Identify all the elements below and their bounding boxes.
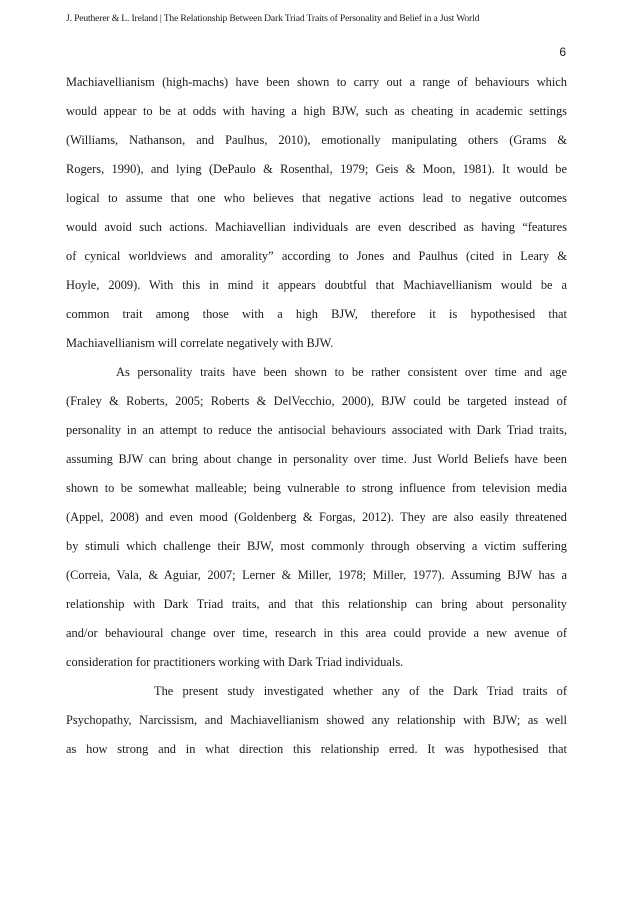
text-line: personality in an attempt to reduce the antisocial behaviours associated with Dark Triad traits, — [66, 423, 567, 437]
text-line: Rogers, 1990), and lying (DePaulo & Rosenthal, 1979; Geis & Moon, 1981). It would be — [66, 162, 567, 176]
text-line: (Williams, Nathanson, and Paulhus, 2010), emotionally manipulating others (Grams & — [66, 133, 567, 147]
text-line: by stimuli which challenge their BJW, most commonly through observing a victim suffering — [66, 539, 567, 553]
text-line: relationship with Dark Triad traits, and that this relationship can bring about personality — [66, 597, 567, 611]
text-line: Hoyle, 2009). With this in mind it appears doubtful that Machiavellianism would be a — [66, 278, 567, 292]
page-number: 6 — [559, 45, 566, 59]
text-line: shown to be somewhat malleable; being vulnerable to strong influence from television media — [66, 481, 567, 495]
body-text — [66, 74, 567, 770]
text-line: would avoid such actions. Machiavellian individuals are even described as having “features — [66, 220, 567, 234]
text-line: (Fraley & Roberts, 2005; Roberts & DelVecchio, 2000), BJW could be targeted instead of — [66, 394, 567, 408]
paragraph-2 — [66, 364, 567, 683]
text-line: Machiavellianism (high-machs) have been shown to carry out a range of behaviours which — [66, 75, 567, 89]
text-line: as how strong and in what direction this relationship erred. It was hypothesised that — [66, 742, 567, 756]
text-line: of cynical worldviews and amorality” according to Jones and Paulhus (cited in Leary & — [66, 249, 567, 263]
text-line: and/or behavioural change over time, research in this area could provide a new avenue of — [66, 626, 567, 640]
text-line: Machiavellianism will correlate negatively with BJW. — [66, 336, 334, 350]
text-line: (Appel, 2008) and even mood (Goldenberg & Forgas, 2012). They are also easily threatened — [66, 510, 567, 524]
text-line: assuming BJW can bring about change in personality over time. Just World Beliefs have been — [66, 452, 567, 466]
text-line: Psychopathy, Narcissism, and Machiavellianism showed any relationship with BJW; as well — [66, 713, 567, 727]
text-line: The present study investigated whether any of the Dark Triad traits of — [154, 684, 567, 698]
paragraph-3 — [66, 683, 567, 770]
text-line: common trait among those with a high BJW, therefore it is hypothesised that — [66, 307, 567, 321]
text-line: logical to assume that one who believes that negative actions lead to negative outcomes — [66, 191, 567, 205]
text-line: would appear to be at odds with having a high BJW, such as cheating in academic settings — [66, 104, 567, 118]
text-line: As personality traits have been shown to be rather consistent over time and age — [116, 365, 567, 379]
text-line: consideration for practitioners working with Dark Triad individuals. — [66, 655, 404, 669]
text-line: (Correia, Vala, & Aguiar, 2007; Lerner & Miller, 1978; Miller, 1977). Assuming BJW has a — [66, 568, 567, 582]
paragraph-1 — [66, 74, 567, 364]
running-header: J. Peutherer & L. Ireland | The Relationship Between Dark Triad Traits of Personality and Belief in a Just World — [66, 13, 480, 24]
